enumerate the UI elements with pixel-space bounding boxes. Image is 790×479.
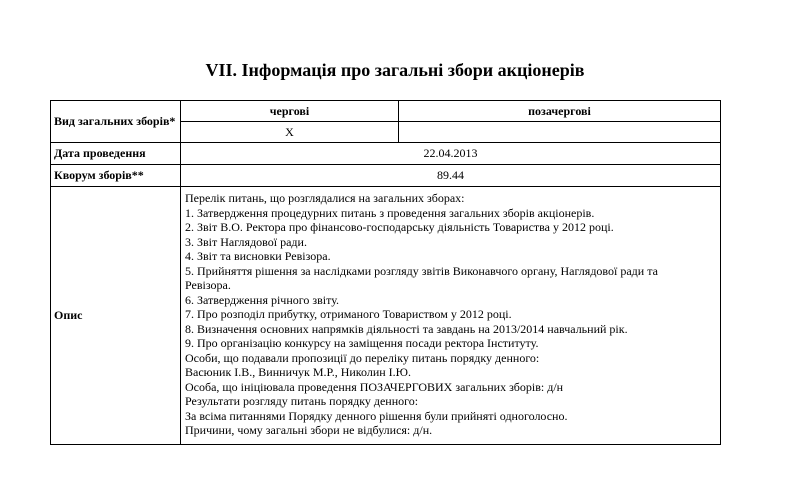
extraordinary-mark xyxy=(399,122,721,143)
table-row xyxy=(51,165,721,187)
description-line: За всіма питаннями Порядку денного рішення були прийняті одноголосно. xyxy=(185,408,568,423)
description-line: Васюник І.В., Винничук М.Р., Николин І.Ю. xyxy=(185,365,412,379)
description-line: Особи, що подавали пропозиції до переліку питань порядку денного: xyxy=(185,350,540,365)
extraordinary-header: позачергові xyxy=(399,101,721,122)
table-row xyxy=(51,101,721,122)
description-line: 9. Про організацію конкурсу на заміщення посади ректора Інституту. xyxy=(185,336,539,350)
description-line: Результати розгляду питань порядку денного: xyxy=(185,394,419,408)
description-cell xyxy=(181,187,721,445)
quorum-value: 89.44 xyxy=(181,165,721,187)
regular-mark: X xyxy=(181,122,399,143)
table-row xyxy=(51,187,721,445)
description-line: 8. Визначення основних напрямків діяльності та завдань на 2013/2014 навчальний рік. xyxy=(185,321,628,336)
description-label: Опис xyxy=(51,187,181,445)
page-title: VII. Інформація про загальні збори акціонерів xyxy=(205,60,585,80)
description-line: 6. Затвердження річного звіту. xyxy=(185,292,340,307)
date-value: 22.04.2013 xyxy=(181,143,721,165)
description-line: Причини, чому загальні збори не відбулися: д/н. xyxy=(185,423,433,437)
description-line: 4. Звіт та висновки Ревізора. xyxy=(185,249,331,263)
description-line: Особа, що ініціювала проведення ПОЗАЧЕРГОВИХ загальних зборів: д/н xyxy=(185,379,564,394)
description-line: Перелік питань, що розглядалися на загальних зборах: xyxy=(185,191,465,205)
description-line: Ревізора. xyxy=(185,278,231,292)
description-line: 1. Затвердження процедурних питань з проведення загальних зборів акціонерів. xyxy=(185,205,595,220)
table-row xyxy=(51,143,721,165)
quorum-label: Кворум зборів** xyxy=(51,165,181,187)
description-line: 2. Звіт В.О. Ректора про фінансово-господарську діяльність Товариства у 2012 році. xyxy=(185,220,614,234)
regular-header: чергові xyxy=(181,101,399,122)
description-line: 5. Прийняття рішення за наслідками розгляду звітів Виконавчого органу, Наглядової ради та xyxy=(185,263,658,278)
description-line: 7. Про розподіл прибутку, отриманого Товариством у 2012 році. xyxy=(185,307,512,321)
shareholders-meeting-table xyxy=(50,100,721,445)
date-label: Дата проведення xyxy=(51,143,181,165)
description-line: 3. Звіт Наглядової ради. xyxy=(185,234,307,249)
meeting-type-label: Вид загальних зборів* xyxy=(51,101,181,143)
